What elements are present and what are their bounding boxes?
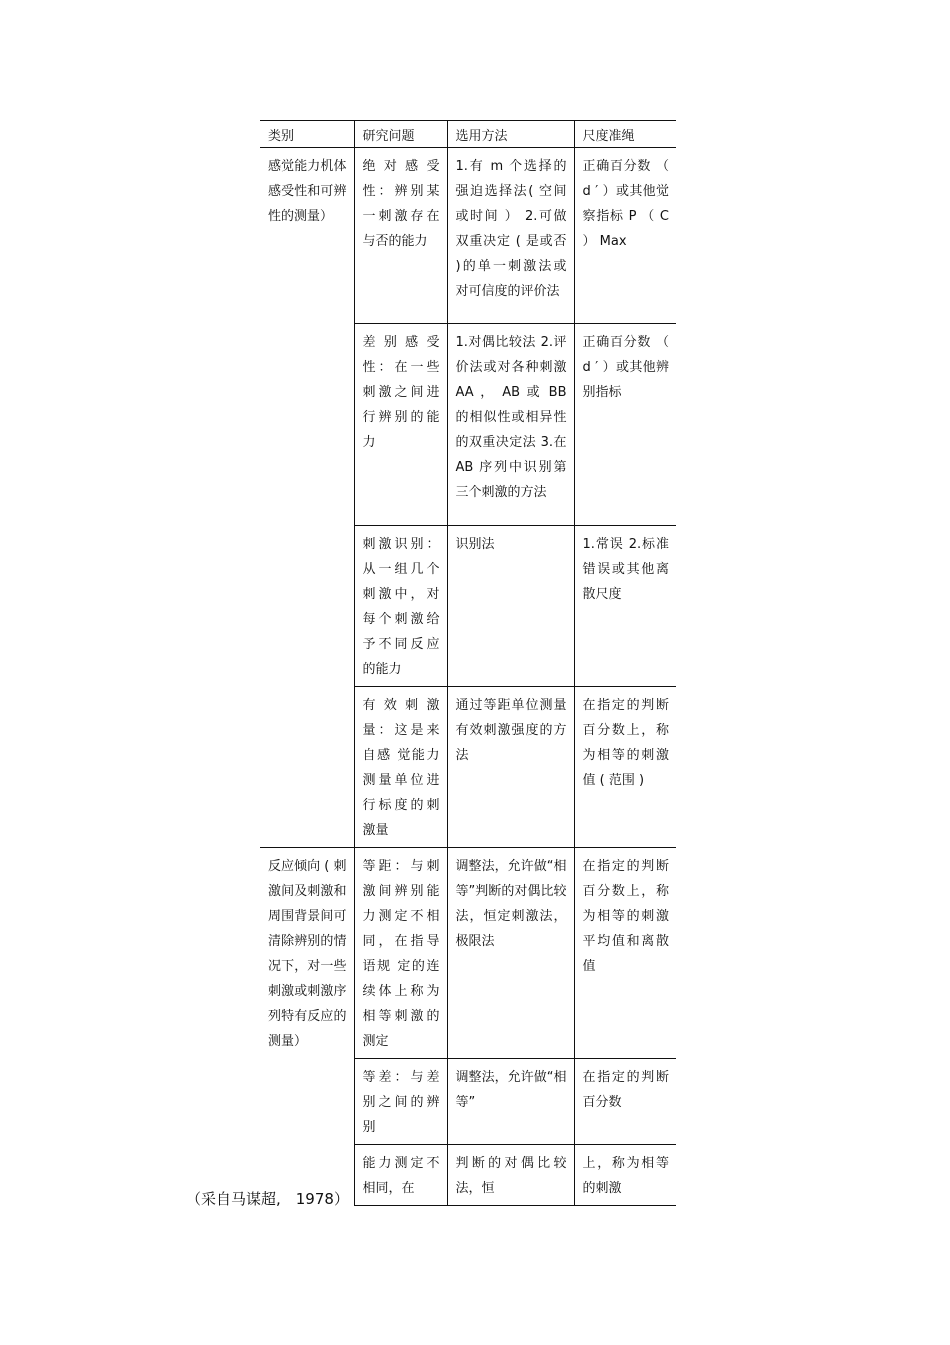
method-cell: 识别法 bbox=[447, 526, 574, 687]
table-row bbox=[260, 848, 676, 1059]
table-row bbox=[260, 148, 676, 324]
method-cell: 判断的对偶比较法，恒 bbox=[447, 1145, 574, 1206]
header-method: 选用方法 bbox=[447, 121, 574, 148]
method-cell: 调整法，允许做“相等”判断的对偶比较法，恒定刺激法，极限法 bbox=[447, 848, 574, 1059]
question-cell: 差别感受性：在一些刺激之间进行辨别的能力 bbox=[354, 324, 447, 526]
question-cell: 能力测定不相同，在 bbox=[354, 1145, 447, 1206]
criterion-cell: 正确百分数 （ d ′ ）或其他觉察指标 P （ C ） Max bbox=[574, 148, 676, 324]
header-category: 类别 bbox=[260, 121, 354, 148]
header-criterion: 尺度准绳 bbox=[574, 121, 676, 148]
psychophysics-methods-table bbox=[260, 120, 676, 1206]
method-cell: 1.对偶比较法 2.评价法或对各种刺激 AA ， AB 或 BB 的相似性或相异性的双重决定法 3.在 AB 序列中识别第三个刺激的方法 bbox=[447, 324, 574, 526]
question-cell: 等差：与差别之间的辨别 bbox=[354, 1059, 447, 1145]
source-citation: （采自马谋超, 1978） bbox=[186, 1190, 349, 1208]
category-response-tendency: 反应倾向 ( 刺激间及刺激和周围背景间可清除辨别的情况下，对一些刺激或刺激序列特有反应的测量） bbox=[260, 848, 354, 1206]
question-cell: 等距：与刺激间辨别能力测定不相同，在指导语规 定的连续体上称为相等刺激的测定 bbox=[354, 848, 447, 1059]
criterion-cell: 1.常误 2.标准错误或其他离散尺度 bbox=[574, 526, 676, 687]
criterion-cell: 在指定的判断百分数上，称为相等的刺激值 ( 范围 ) bbox=[574, 687, 676, 848]
criterion-cell: 上，称为相等的刺激 bbox=[574, 1145, 676, 1206]
question-cell: 有效刺激量：这是来自感 觉能力测量单位进行标度的刺激量 bbox=[354, 687, 447, 848]
question-cell: 绝对感受性：辨别某一刺激存在与否的能力 bbox=[354, 148, 447, 324]
method-cell: 通过等距单位测量有效刺激强度的方法 bbox=[447, 687, 574, 848]
criterion-cell: 在指定的判断百分数 bbox=[574, 1059, 676, 1145]
table-header-row bbox=[260, 121, 676, 148]
criterion-cell: 在指定的判断百分数上，称为相等的刺激 平均值和离散值 bbox=[574, 848, 676, 1059]
question-cell: 刺激识别：从一组几个刺激中，对每个刺激给予不同反应的能力 bbox=[354, 526, 447, 687]
category-sensory-ability: 感觉能力机体感受性和可辨性的测量） bbox=[268, 159, 347, 224]
method-cell: 调整法，允许做“相等” bbox=[447, 1059, 574, 1145]
criterion-cell: 正确百分数 （ d ′ ）或其他辨别指标 bbox=[574, 324, 676, 526]
header-question: 研究问题 bbox=[354, 121, 447, 148]
method-cell: 1.有 m 个选择的强迫选择法( 空间或时间 ） 2.可做双重决定 ( 是或否 )的单一刺激法或 对可信度的评价法 bbox=[447, 148, 574, 324]
